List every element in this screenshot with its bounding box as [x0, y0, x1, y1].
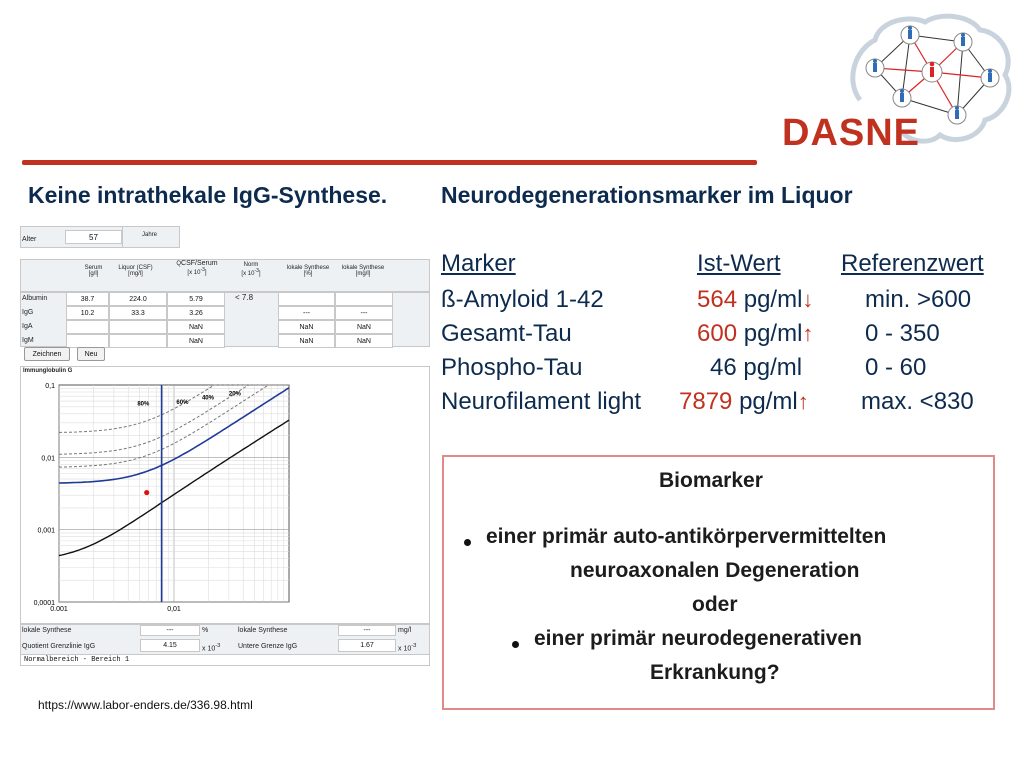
row-label: IgM	[22, 337, 34, 344]
arrow-up-icon: ↑	[797, 389, 809, 414]
untere-grenze-unit: x $10^{-3}$	[398, 643, 417, 653]
marker-name: Neurofilament light	[441, 388, 642, 415]
q-value: NaN	[167, 334, 225, 348]
y-tick-label: 0,0001	[33, 600, 55, 607]
col-liquor: Liquor (CSF) [mg/l]	[118, 265, 153, 277]
marker-name: Gesamt-Tau	[441, 320, 572, 347]
marker-name: Phospho-Tau	[441, 354, 583, 381]
norm-value: < 7.8	[235, 293, 254, 302]
col-norm: Norm [x $10^{-3}$]	[241, 262, 261, 277]
percent-label: 40%	[201, 395, 214, 402]
serum-input[interactable]: 10.2	[66, 306, 109, 320]
reibergram-chart	[21, 367, 429, 623]
y-tick-label: 0,1	[45, 383, 55, 390]
chart-title: Immunglobulin G	[23, 368, 73, 374]
untere-grenze-value: 1.67	[338, 639, 396, 652]
title-divider	[22, 160, 757, 165]
lok-syn-unit: %	[202, 627, 209, 634]
arrow-down-icon: ↓	[802, 287, 814, 312]
x-tick-label: 0,01	[167, 606, 181, 613]
biomarker-option-2-line1: einer primär neurodegenerativen	[534, 627, 862, 650]
marker-reference: 0 - 60	[865, 354, 927, 381]
marker-reference: 0 - 350	[865, 320, 940, 347]
arrow-up-icon: ↑	[802, 321, 814, 346]
y-tick-label: 0,001	[37, 527, 55, 535]
marker-reference: min. >600	[865, 286, 972, 313]
quotient-unit: x $10^{-3}$	[202, 643, 221, 653]
col-lokale-synthese-pct: lokale Synthese [%]	[286, 265, 330, 277]
marker-reference: max. <830	[861, 388, 974, 415]
bullet-icon	[512, 641, 519, 648]
lok-mg-value: NaN	[335, 320, 393, 334]
lok-pct-value: NaN	[278, 334, 335, 348]
reibergram-panel	[20, 366, 430, 624]
age-input[interactable]: 57	[65, 230, 122, 244]
liquor-input[interactable]: 33.3	[109, 306, 167, 320]
header-ist-wert: Ist-Wert	[697, 250, 781, 277]
alter-unit-cell	[122, 226, 180, 248]
quotient-value: 4.15	[140, 639, 200, 652]
biomarker-option-1-line2: neuroaxonalen Degeneration	[570, 559, 860, 582]
lok-mg-value	[335, 292, 393, 306]
left-heading: Keine intrathekale IgG-Synthese.	[28, 182, 388, 208]
patient-point	[144, 490, 149, 495]
normalbereich-field	[20, 654, 430, 666]
marker-name: ß-Amyloid 1-42	[441, 286, 604, 313]
row-label: IgA	[22, 323, 33, 330]
right-heading: Neurodegenerationsmarker im Liquor	[441, 182, 853, 208]
lok-syn-value: ---	[140, 625, 200, 636]
q-value: 5.79	[167, 292, 225, 306]
marker-unit: pg/ml	[743, 286, 803, 313]
serum-input[interactable]	[66, 320, 109, 334]
marker-value: 7879	[679, 388, 733, 415]
liquor-input[interactable]	[109, 334, 167, 348]
source-url: https://www.labor-enders.de/336.98.html	[38, 698, 253, 712]
liquor-input[interactable]	[109, 320, 167, 334]
q-value: NaN	[167, 320, 225, 334]
biomarker-option-1-line1: einer primär auto-antikörpervermittelten	[486, 525, 887, 548]
y-tick-label: 0,01	[41, 455, 55, 463]
marker-value: 600	[697, 320, 738, 347]
percent-label: 80%	[137, 401, 150, 408]
lok-syn2-value: ---	[338, 625, 396, 636]
lok-pct-value	[278, 292, 335, 306]
csf-calculator-form	[20, 226, 432, 666]
untere-grenze-label: Untere Grenze IgG	[238, 643, 298, 650]
bullet-icon	[464, 539, 471, 546]
header-referenzwert: Referenzwert	[841, 250, 984, 277]
header-marker: Marker	[441, 250, 516, 277]
row-label: Albumin	[22, 295, 48, 302]
row-label: IgG	[22, 309, 34, 316]
q-value: 3.26	[167, 306, 225, 320]
biomarker-or: oder	[692, 593, 738, 616]
lok-pct-value: NaN	[278, 320, 335, 334]
serum-input[interactable]	[66, 334, 109, 348]
logo-text: DASNE	[782, 112, 921, 154]
marker-unit: pg/ml	[739, 388, 798, 415]
marker-unit: pg/ml	[743, 354, 803, 381]
lok-mg-value: NaN	[335, 334, 393, 348]
quotient-label: Quotient Grenzlinie IgG	[22, 643, 96, 650]
biomarker-option-2-line2: Erkrankung?	[650, 661, 780, 684]
liquor-input[interactable]: 224.0	[109, 292, 167, 306]
alter-label: Alter	[22, 236, 37, 243]
percent-label: 60%	[176, 399, 189, 406]
lok-pct-value: ---	[278, 306, 335, 320]
zeichnen-button[interactable]: Zeichnen	[24, 347, 70, 361]
jahre-label: Jahre	[142, 232, 158, 238]
serum-input[interactable]: 38.7	[66, 292, 109, 306]
col-serum: Serum [g/l]	[84, 265, 103, 277]
col-lokale-synthese-mg: lokale Synthese [mg/l]	[341, 265, 385, 277]
neu-button[interactable]: Neu	[77, 347, 105, 361]
normalbereich-text: Normalbereich - Bereich 1	[24, 656, 130, 664]
lok-syn2-unit: mg/l	[398, 627, 412, 634]
marker-value: 564	[697, 286, 738, 313]
biomarker-box	[442, 455, 995, 710]
x-tick-label: 0.001	[50, 606, 68, 613]
percent-label: 20%	[228, 391, 241, 398]
marker-value: 46	[710, 354, 737, 381]
biomarker-title: Biomarker	[659, 469, 763, 492]
lok-syn2-label: lokale Synthese	[238, 627, 288, 634]
lok-syn-label: lokale Synthese	[22, 627, 72, 634]
marker-unit: pg/ml	[743, 320, 803, 347]
col-q: QCSF/Serum [x $10^{-3}$]	[176, 260, 218, 276]
lok-mg-value: ---	[335, 306, 393, 320]
